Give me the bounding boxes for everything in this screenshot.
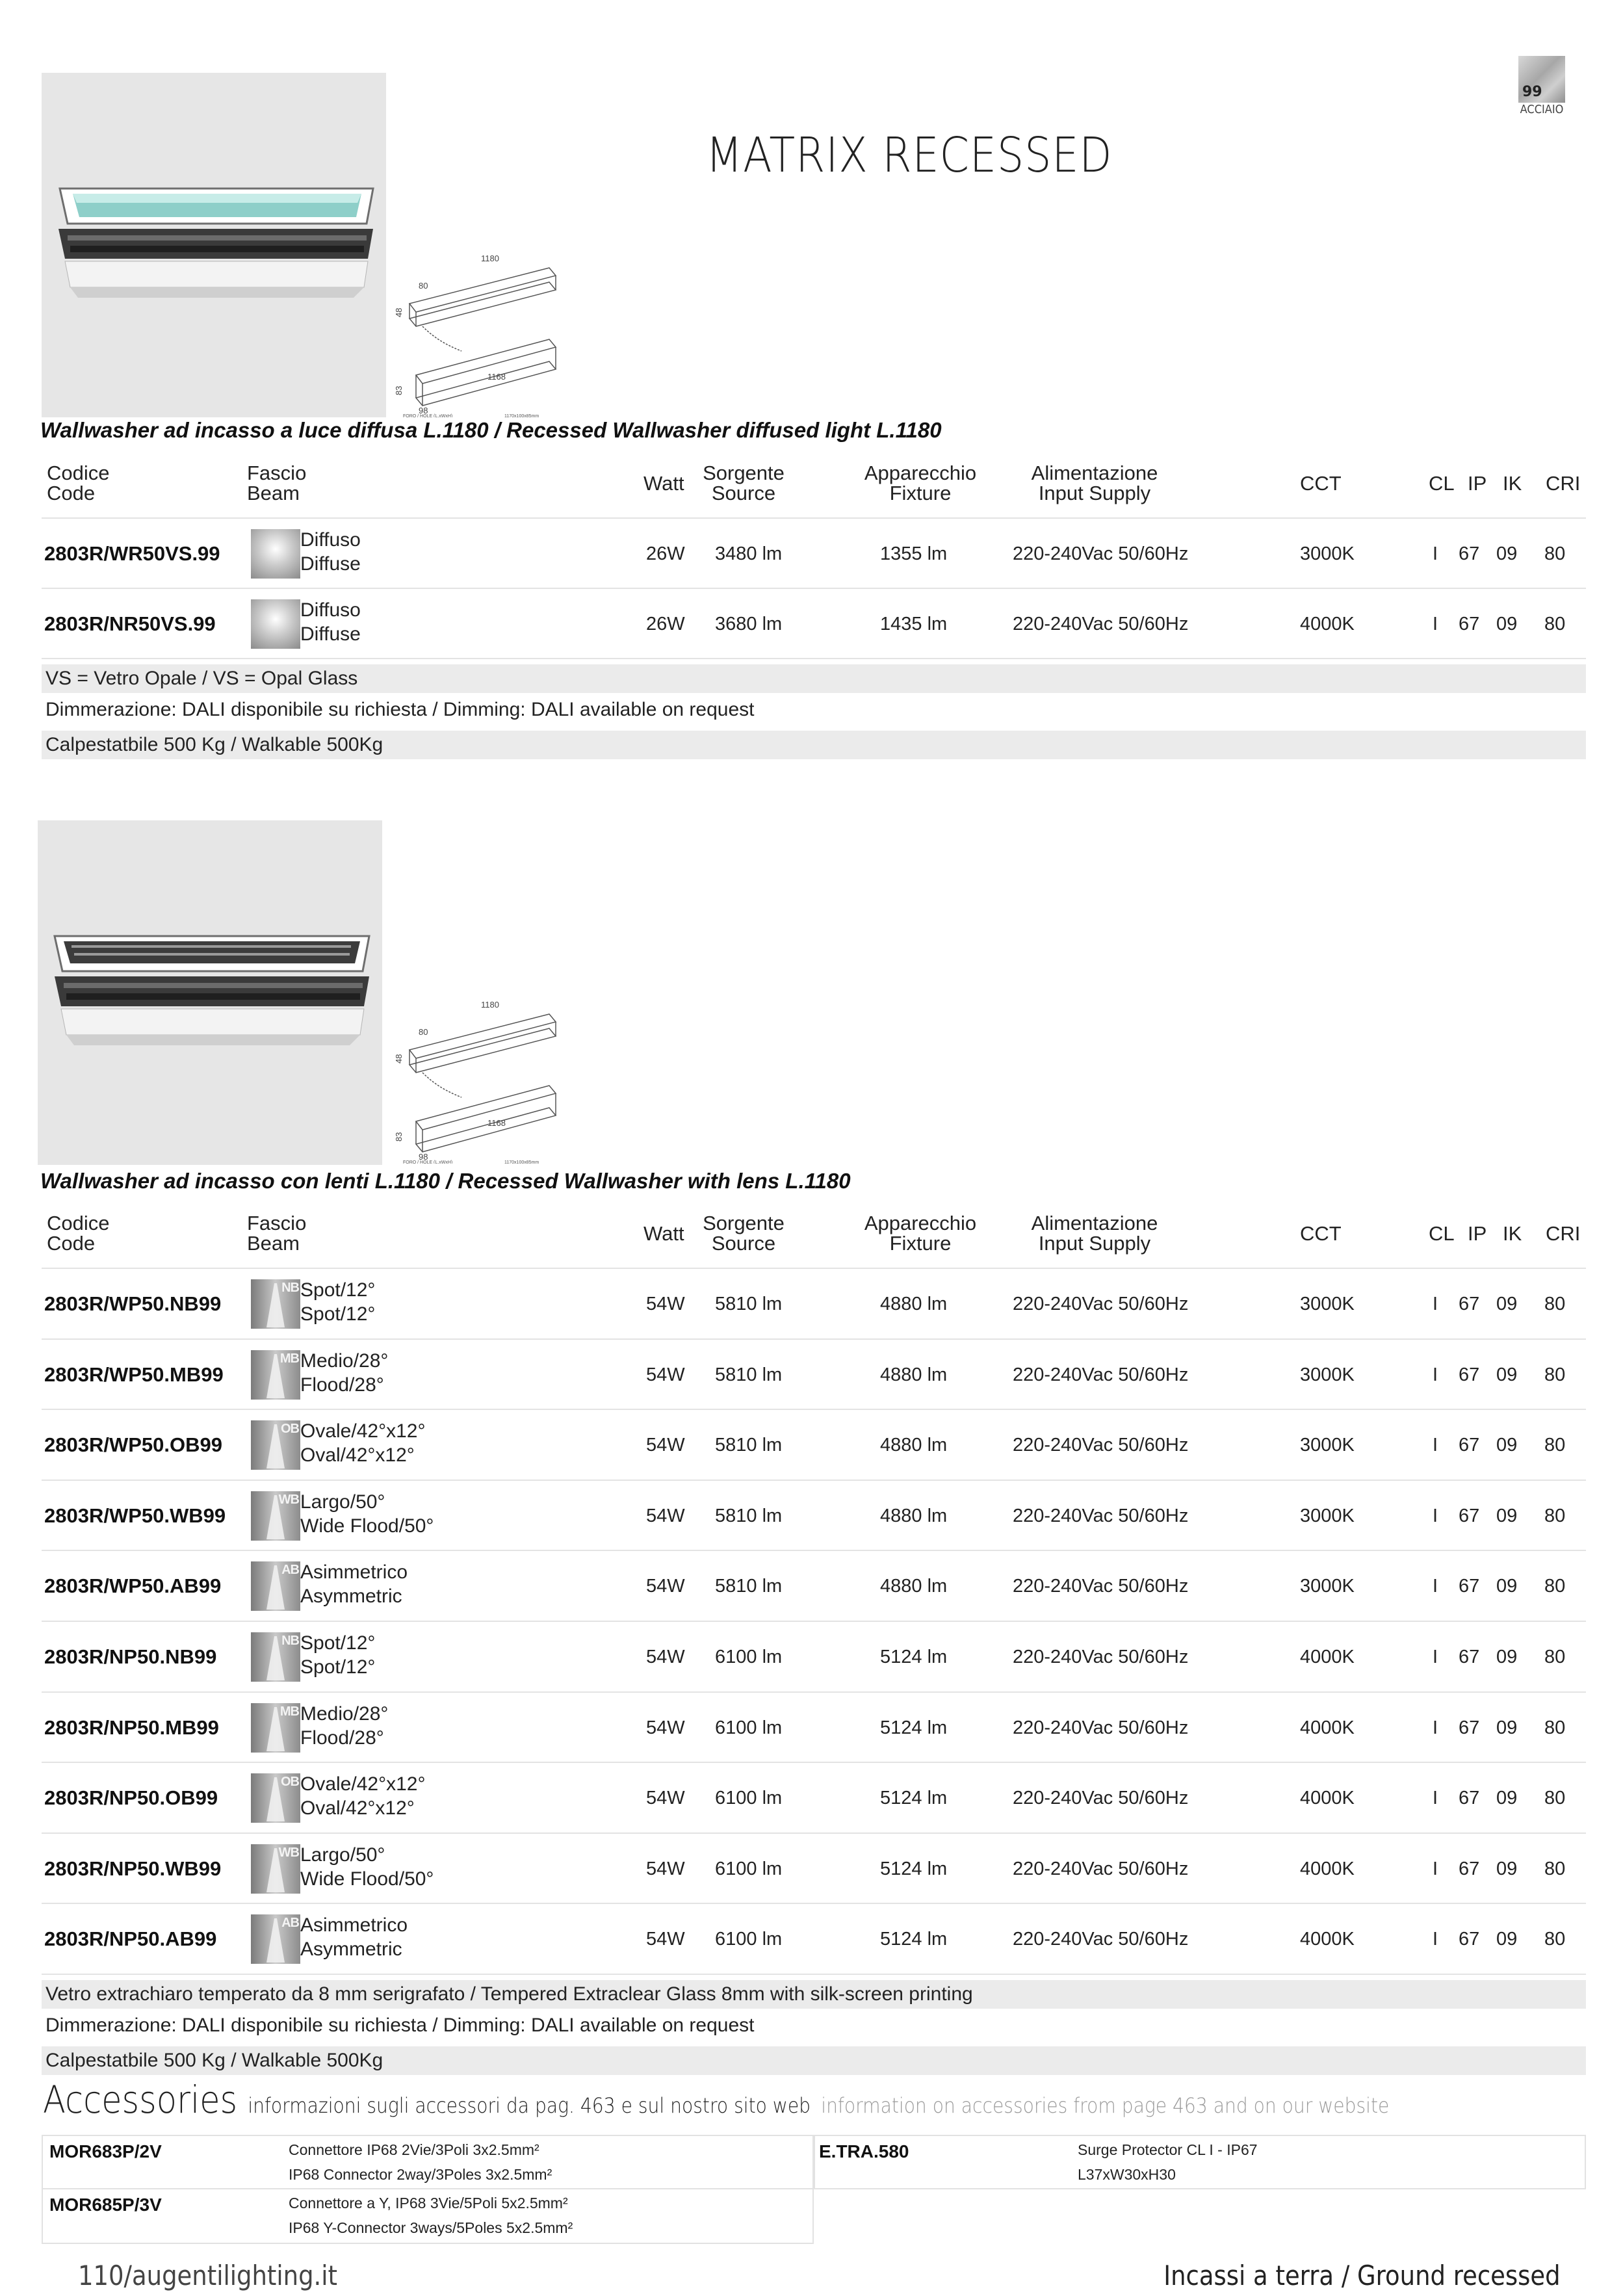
row-ik: 09 bbox=[1496, 1858, 1518, 1879]
mb-beam-icon bbox=[251, 1350, 300, 1400]
accessories-title bbox=[43, 2078, 1389, 2122]
row-source: 6100 lm bbox=[715, 1788, 783, 1809]
row-cct: 4000K bbox=[1300, 1717, 1355, 1738]
row-cl: I bbox=[1433, 1364, 1438, 1385]
header-fixture: Apparecchio Fixture bbox=[864, 1212, 977, 1255]
wb-beam-icon bbox=[251, 1844, 300, 1894]
row-ik: 09 bbox=[1496, 1435, 1518, 1456]
row-ik: 09 bbox=[1496, 1717, 1518, 1738]
header-cl: CL bbox=[1429, 1222, 1455, 1245]
row-source: 5810 lm bbox=[715, 1364, 783, 1385]
row-cl: I bbox=[1433, 1647, 1438, 1667]
beam-tag: AB bbox=[281, 1916, 299, 1931]
row-beam: Largo/50° Wide Flood/50° bbox=[300, 1491, 434, 1537]
ab-beam-icon bbox=[251, 1561, 300, 1611]
finish-swatch bbox=[1518, 56, 1565, 103]
row-fixture: 4880 lm bbox=[880, 1364, 948, 1385]
row-watt: 26W bbox=[646, 543, 685, 564]
page-title: MATRIX RECESSED bbox=[706, 127, 1113, 183]
row-ik: 09 bbox=[1496, 1505, 1518, 1526]
row-cct: 3000K bbox=[1300, 1294, 1355, 1314]
row-watt: 54W bbox=[646, 1576, 685, 1597]
row-code: 2803R/WP50.AB99 bbox=[44, 1574, 222, 1598]
row-ip: 67 bbox=[1459, 1647, 1480, 1667]
row-code: 2803R/NP50.WB99 bbox=[44, 1857, 222, 1880]
header-watt: Watt bbox=[643, 1222, 684, 1245]
row-watt: 54W bbox=[646, 1788, 685, 1809]
header-code: Codice Code bbox=[47, 462, 110, 504]
table-row bbox=[42, 589, 1586, 659]
row-source: 5810 lm bbox=[715, 1435, 783, 1456]
drawing-cut-height: 83 bbox=[394, 1132, 404, 1141]
row-source: 3680 lm bbox=[715, 614, 783, 634]
row-ip: 67 bbox=[1459, 1505, 1480, 1526]
footer-page-url: 110/augentilighting.it bbox=[78, 2260, 338, 2291]
row-watt: 54W bbox=[646, 1505, 685, 1526]
diffuse-beam-icon bbox=[251, 599, 300, 649]
row-supply: 220-240Vac 50/60Hz bbox=[1013, 1717, 1189, 1738]
header-source: Sorgente Source bbox=[703, 462, 785, 504]
row-code: 2803R/WR50VS.99 bbox=[44, 542, 220, 565]
row-fixture: 5124 lm bbox=[880, 1788, 948, 1809]
row-beam: Ovale/42°x12° Oval/42°x12° bbox=[300, 1773, 426, 1820]
drawing-cut-height: 83 bbox=[394, 385, 404, 395]
row-cl: I bbox=[1433, 1717, 1438, 1738]
header-cl: CL bbox=[1429, 472, 1455, 495]
header-fixture: Apparecchio Fixture bbox=[864, 462, 977, 504]
row-watt: 26W bbox=[646, 614, 685, 634]
row-code: 2803R/WP50.WB99 bbox=[44, 1504, 226, 1527]
row-code: 2803R/WP50.NB99 bbox=[44, 1292, 222, 1315]
row-cct: 3000K bbox=[1300, 1576, 1355, 1597]
table-row bbox=[42, 1481, 1586, 1552]
row-cri: 80 bbox=[1544, 1435, 1566, 1456]
drawing-width: 80 bbox=[419, 1027, 428, 1037]
accessory-code: MOR685P/3V bbox=[49, 2195, 162, 2215]
ob-beam-icon bbox=[251, 1420, 300, 1470]
row-cri: 80 bbox=[1544, 1929, 1566, 1950]
row-fixture: 5124 lm bbox=[880, 1647, 948, 1667]
row-ik: 09 bbox=[1496, 614, 1518, 634]
row-cri: 80 bbox=[1544, 1717, 1566, 1738]
row-source: 6100 lm bbox=[715, 1858, 783, 1879]
row-fixture: 5124 lm bbox=[880, 1717, 948, 1738]
drawing-height: 48 bbox=[394, 307, 404, 317]
row-ik: 09 bbox=[1496, 543, 1518, 564]
row-ip: 67 bbox=[1459, 1435, 1480, 1456]
row-source: 5810 lm bbox=[715, 1576, 783, 1597]
row-supply: 220-240Vac 50/60Hz bbox=[1013, 1294, 1189, 1314]
accessories-subtitle-it: informazioni sugli accessori da pag. 463 e sul nostro sito web bbox=[248, 2093, 811, 2118]
header-ip: IP bbox=[1468, 472, 1487, 495]
drawing-hole-value: 1170x100x85mm bbox=[504, 414, 539, 417]
row-ip: 67 bbox=[1459, 543, 1480, 564]
section-heading-diffused: Wallwasher ad incasso a luce diffusa L.1180 / Recessed Wallwasher diffused light L.1180 bbox=[40, 418, 942, 442]
beam-tag: MB bbox=[279, 1704, 299, 1719]
row-cri: 80 bbox=[1544, 1788, 1566, 1809]
row-supply: 220-240Vac 50/60Hz bbox=[1013, 1788, 1189, 1809]
row-cct: 3000K bbox=[1300, 1364, 1355, 1385]
table-row bbox=[42, 1834, 1586, 1905]
header-beam: Fascio Beam bbox=[247, 1212, 307, 1255]
table-row bbox=[42, 1763, 1586, 1834]
row-supply: 220-240Vac 50/60Hz bbox=[1013, 1576, 1189, 1597]
accessory-item bbox=[42, 2135, 814, 2189]
table-row bbox=[42, 1622, 1586, 1693]
row-code: 2803R/NP50.AB99 bbox=[44, 1927, 217, 1951]
row-ik: 09 bbox=[1496, 1788, 1518, 1809]
row-supply: 220-240Vac 50/60Hz bbox=[1013, 1858, 1189, 1879]
row-beam: Asimmetrico Asymmetric bbox=[300, 1561, 408, 1608]
drawing-cut-width: 98 bbox=[419, 1152, 428, 1162]
header-cri: CRI bbox=[1546, 1222, 1581, 1245]
header-ik: IK bbox=[1503, 472, 1522, 495]
nb-beam-icon bbox=[251, 1632, 300, 1682]
section-heading-lens: Wallwasher ad incasso con lenti L.1180 / Recessed Wallwasher with lens L.1180 bbox=[40, 1169, 851, 1193]
beam-tag: AB bbox=[281, 1563, 299, 1578]
row-cl: I bbox=[1433, 1294, 1438, 1314]
diffuse-beam-icon bbox=[251, 529, 300, 579]
row-cri: 80 bbox=[1544, 614, 1566, 634]
row-fixture: 4880 lm bbox=[880, 1505, 948, 1526]
row-cl: I bbox=[1433, 614, 1438, 634]
spec-table-diffused bbox=[42, 460, 1586, 649]
drawing-length: 1180 bbox=[481, 254, 499, 263]
row-ip: 67 bbox=[1459, 1576, 1480, 1597]
row-supply: 220-240Vac 50/60Hz bbox=[1013, 1929, 1189, 1950]
table-row bbox=[42, 1340, 1586, 1411]
spec-table-lens bbox=[42, 1210, 1586, 1970]
row-ip: 67 bbox=[1459, 1929, 1480, 1950]
row-cct: 3000K bbox=[1300, 543, 1355, 564]
row-code: 2803R/WP50.MB99 bbox=[44, 1363, 224, 1386]
row-supply: 220-240Vac 50/60Hz bbox=[1013, 1364, 1189, 1385]
row-ik: 09 bbox=[1496, 1294, 1518, 1314]
wb-beam-icon bbox=[251, 1491, 300, 1541]
row-code: 2803R/NP50.OB99 bbox=[44, 1786, 218, 1810]
drawing-cut-length: 1168 bbox=[487, 1118, 506, 1128]
row-watt: 54W bbox=[646, 1435, 685, 1456]
row-beam: Asimmetrico Asymmetric bbox=[300, 1914, 408, 1961]
row-beam: Spot/12° Spot/12° bbox=[300, 1279, 376, 1325]
row-ik: 09 bbox=[1496, 1364, 1518, 1385]
row-fixture: 4880 lm bbox=[880, 1576, 948, 1597]
row-source: 6100 lm bbox=[715, 1929, 783, 1950]
drawing-cut-width: 98 bbox=[419, 406, 428, 415]
header-ik: IK bbox=[1503, 1222, 1522, 1245]
row-supply: 220-240Vac 50/60Hz bbox=[1013, 1647, 1189, 1667]
header-cri: CRI bbox=[1546, 472, 1581, 495]
row-cct: 3000K bbox=[1300, 1435, 1355, 1456]
row-beam: Medio/28° Flood/28° bbox=[300, 1350, 389, 1396]
row-ik: 09 bbox=[1496, 1576, 1518, 1597]
row-cl: I bbox=[1433, 1858, 1438, 1879]
technical-drawing-lens bbox=[390, 988, 565, 1164]
finish-label: ACCIAIO bbox=[1520, 103, 1564, 116]
header-supply: Alimentazione Input Supply bbox=[1031, 1212, 1158, 1255]
row-fixture: 4880 lm bbox=[880, 1435, 948, 1456]
product-photo-diffused bbox=[42, 73, 386, 417]
row-watt: 54W bbox=[646, 1717, 685, 1738]
row-supply: 220-240Vac 50/60Hz bbox=[1013, 543, 1189, 564]
row-ik: 09 bbox=[1496, 1929, 1518, 1950]
row-cri: 80 bbox=[1544, 1294, 1566, 1314]
accessory-description: Connettore a Y, IP68 3Vie/5Poli 5x2.5mm² IP68 Y-Connector 3ways/5Poles 5x2.5mm² bbox=[289, 2195, 573, 2236]
accessory-description: Connettore IP68 2Vie/3Poli 3x2.5mm² IP68 Connector 2way/3Poles 3x2.5mm² bbox=[289, 2141, 552, 2183]
drawing-length: 1180 bbox=[481, 1000, 499, 1010]
row-cct: 3000K bbox=[1300, 1505, 1355, 1526]
row-ip: 67 bbox=[1459, 1858, 1480, 1879]
table-row bbox=[42, 1269, 1586, 1340]
row-beam: Largo/50° Wide Flood/50° bbox=[300, 1844, 434, 1890]
row-source: 3480 lm bbox=[715, 543, 783, 564]
row-code: 2803R/NP50.MB99 bbox=[44, 1715, 219, 1739]
row-beam: Diffuso Diffuse bbox=[300, 599, 361, 645]
row-fixture: 5124 lm bbox=[880, 1858, 948, 1879]
drawing-height: 48 bbox=[394, 1054, 404, 1063]
row-source: 6100 lm bbox=[715, 1647, 783, 1667]
finish-number: 99 bbox=[1522, 84, 1542, 100]
beam-tag: WB bbox=[278, 1492, 299, 1507]
header-cct: CCT bbox=[1300, 1222, 1342, 1245]
beam-tag: MB bbox=[279, 1351, 299, 1366]
row-cl: I bbox=[1433, 1929, 1438, 1950]
header-ip: IP bbox=[1468, 1222, 1487, 1245]
ab-beam-icon bbox=[251, 1914, 300, 1964]
note-walkable: Calpestatbile 500 Kg / Walkable 500Kg bbox=[42, 2046, 1586, 2075]
note-dimming: Dimmerazione: DALI disponibile su richiesta / Dimming: DALI available on request bbox=[45, 2015, 755, 2036]
row-cct: 4000K bbox=[1300, 614, 1355, 634]
table-row bbox=[42, 1551, 1586, 1622]
header-code: Codice Code bbox=[47, 1212, 110, 1255]
row-watt: 54W bbox=[646, 1858, 685, 1879]
mb-beam-icon bbox=[251, 1703, 300, 1753]
header-beam: Fascio Beam bbox=[247, 462, 307, 504]
row-code: 2803R/NR50VS.99 bbox=[44, 612, 216, 635]
row-ip: 67 bbox=[1459, 1294, 1480, 1314]
header-supply: Alimentazione Input Supply bbox=[1031, 462, 1158, 504]
row-cl: I bbox=[1433, 1576, 1438, 1597]
row-cct: 4000K bbox=[1300, 1647, 1355, 1667]
row-source: 5810 lm bbox=[715, 1505, 783, 1526]
row-beam: Medio/28° Flood/28° bbox=[300, 1702, 389, 1749]
accessories-heading: Accessories bbox=[43, 2078, 238, 2122]
table-row bbox=[42, 1904, 1586, 1975]
row-cri: 80 bbox=[1544, 1505, 1566, 1526]
note-walkable: Calpestatbile 500 Kg / Walkable 500Kg bbox=[42, 731, 1586, 759]
row-watt: 54W bbox=[646, 1929, 685, 1950]
row-beam: Spot/12° Spot/12° bbox=[300, 1632, 376, 1678]
table-row bbox=[42, 1410, 1586, 1481]
beam-tag: WB bbox=[278, 1845, 299, 1860]
row-beam: Ovale/42°x12° Oval/42°x12° bbox=[300, 1420, 426, 1467]
row-fixture: 5124 lm bbox=[880, 1929, 948, 1950]
row-cct: 4000K bbox=[1300, 1858, 1355, 1879]
drawing-cut-length: 1168 bbox=[487, 372, 506, 382]
footer-category: Incassi a terra / Ground recessed bbox=[1163, 2260, 1561, 2291]
row-cct: 4000K bbox=[1300, 1788, 1355, 1809]
header-source: Sorgente Source bbox=[703, 1212, 785, 1255]
row-fixture: 4880 lm bbox=[880, 1294, 948, 1314]
row-cl: I bbox=[1433, 543, 1438, 564]
row-fixture: 1435 lm bbox=[880, 614, 948, 634]
accessory-item bbox=[814, 2135, 1586, 2189]
row-cri: 80 bbox=[1544, 1858, 1566, 1879]
drawing-hole-label: FORO / HOLE (L.xWxH) bbox=[403, 1160, 453, 1164]
header-watt: Watt bbox=[643, 472, 684, 495]
row-code: 2803R/NP50.NB99 bbox=[44, 1645, 217, 1668]
table-row bbox=[42, 519, 1586, 589]
beam-tag: NB bbox=[281, 1634, 299, 1648]
table-row bbox=[42, 1693, 1586, 1764]
drawing-hole-label: FORO / HOLE (L.xWxH) bbox=[403, 414, 453, 417]
beam-tag: OB bbox=[281, 1422, 299, 1437]
row-ik: 09 bbox=[1496, 1647, 1518, 1667]
row-code: 2803R/WP50.OB99 bbox=[44, 1433, 222, 1457]
beam-tag: OB bbox=[281, 1775, 299, 1790]
row-cri: 80 bbox=[1544, 1364, 1566, 1385]
row-fixture: 1355 lm bbox=[880, 543, 948, 564]
beam-tag: NB bbox=[281, 1281, 299, 1295]
note-glass: VS = Vetro Opale / VS = Opal Glass bbox=[42, 664, 1586, 693]
row-supply: 220-240Vac 50/60Hz bbox=[1013, 614, 1189, 634]
accessories-subtitle-en: information on accessories from page 463 and on our website bbox=[821, 2093, 1390, 2118]
accessory-code: MOR683P/2V bbox=[49, 2141, 162, 2161]
accessory-item bbox=[42, 2189, 814, 2244]
row-cl: I bbox=[1433, 1505, 1438, 1526]
accessory-description: Surge Protector CL I - IP67 L37xW30xH30 bbox=[1078, 2141, 1258, 2183]
row-ip: 67 bbox=[1459, 1788, 1480, 1809]
row-watt: 54W bbox=[646, 1364, 685, 1385]
row-cri: 80 bbox=[1544, 1576, 1566, 1597]
row-supply: 220-240Vac 50/60Hz bbox=[1013, 1435, 1189, 1456]
note-dimming: Dimmerazione: DALI disponibile su richiesta / Dimming: DALI available on request bbox=[45, 699, 755, 720]
ob-beam-icon bbox=[251, 1773, 300, 1823]
row-ip: 67 bbox=[1459, 614, 1480, 634]
drawing-width: 80 bbox=[419, 281, 428, 291]
drawing-hole-value: 1170x100x85mm bbox=[504, 1160, 539, 1164]
product-photo-lens bbox=[38, 820, 382, 1165]
row-cl: I bbox=[1433, 1788, 1438, 1809]
row-beam: Diffuso Diffuse bbox=[300, 529, 361, 575]
row-supply: 220-240Vac 50/60Hz bbox=[1013, 1505, 1189, 1526]
row-source: 6100 lm bbox=[715, 1717, 783, 1738]
header-cct: CCT bbox=[1300, 472, 1342, 495]
row-source: 5810 lm bbox=[715, 1294, 783, 1314]
row-ip: 67 bbox=[1459, 1717, 1480, 1738]
row-cl: I bbox=[1433, 1435, 1438, 1456]
row-cri: 80 bbox=[1544, 1647, 1566, 1667]
row-ip: 67 bbox=[1459, 1364, 1480, 1385]
row-cct: 4000K bbox=[1300, 1929, 1355, 1950]
row-watt: 54W bbox=[646, 1647, 685, 1667]
row-watt: 54W bbox=[646, 1294, 685, 1314]
note-glass: Vetro extrachiaro temperato da 8 mm serigrafato / Tempered Extraclear Glass 8mm with silk-screen printing bbox=[42, 1980, 1586, 2009]
technical-drawing-diffused bbox=[390, 242, 565, 417]
row-cri: 80 bbox=[1544, 543, 1566, 564]
nb-beam-icon bbox=[251, 1279, 300, 1329]
accessory-code: E.TRA.580 bbox=[819, 2141, 909, 2161]
